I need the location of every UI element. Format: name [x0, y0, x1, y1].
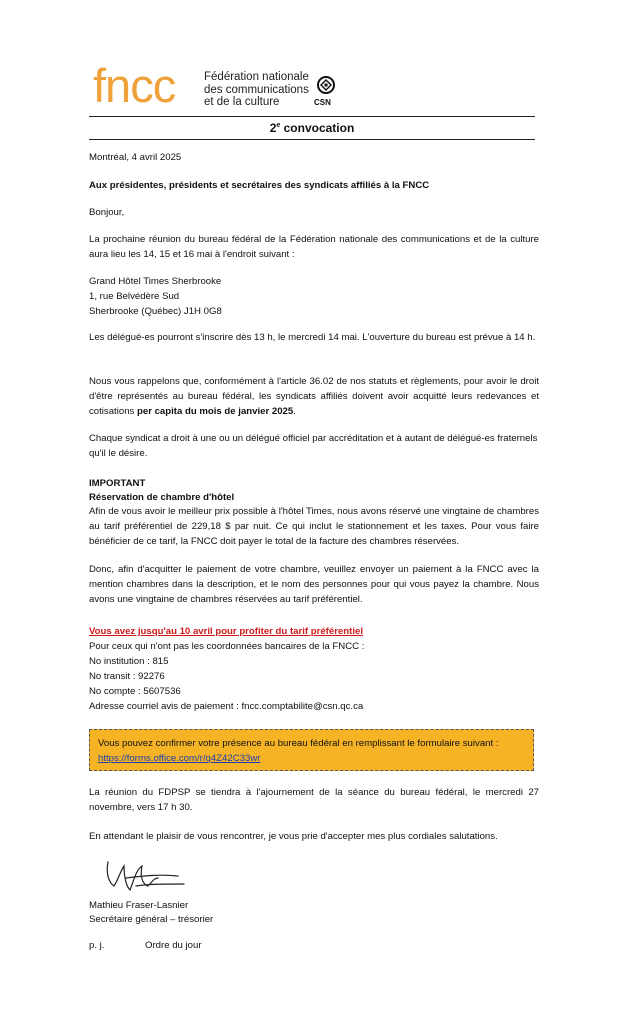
- pj-value: Ordre du jour: [145, 940, 202, 951]
- address-line-1: Grand Hôtel Times Sherbrooke: [89, 276, 222, 287]
- paragraph-payment: Donc, afin d'acquitter le paiement de votre chambre, veuillez envoyer un paiement à la FNCC avec la mention chambres dans la description, et le nom des personnes pour qui vous payez la chambre. Nous avons une vingtaine de chambres réservées au tarif préférentiel.: [89, 564, 539, 605]
- reminder-text: Nous vous rappelons que, conformément à l'article 36.02 de nos statuts et règlements, pour avoir le droit d'être représentés au bureau fédéral, les syndicats affiliés doivent avoir acquitté leurs redevances et cotisations: [89, 376, 539, 417]
- address-line-2: 1, rue Belvédère Sud: [89, 291, 180, 302]
- reminder-bold: per capita du mois de janvier 2025: [137, 406, 294, 417]
- address-line-3: Sherbrooke (Québec) J1H 0G8: [89, 306, 222, 317]
- federation-name: [204, 71, 309, 109]
- bank-line-intro: Pour ceux qui n'ont pas les coordonnées bancaires de la FNCC :: [89, 641, 365, 652]
- hotel-address: [89, 274, 539, 319]
- paragraph-delegates: Chaque syndicat a droit à une ou un délégué officiel par accréditation et à autant de délégué-es fraternels qu'il le désire.: [89, 433, 538, 459]
- federation-line-1: Fédération nationale: [204, 71, 309, 83]
- paragraph-registration: Les délégué-es pourront s'inscrire dès 13 h, le mercredi 14 mai. L'ouverture du bureau est prévue à 14 h.: [89, 332, 536, 343]
- paragraph-intro: La prochaine réunion du bureau fédéral de la Fédération nationale des communications et de la culture aura lieu les 14, 15 et 16 mai à l'endroit suivant :: [89, 234, 539, 260]
- csn-label: CSN: [314, 98, 331, 107]
- important-heading: IMPORTANT: [89, 478, 146, 489]
- bank-line-institution: No institution : 815: [89, 656, 169, 667]
- letter-date: Montréal, 4 avril 2025: [89, 152, 182, 163]
- signature-image: [96, 856, 192, 898]
- signatory-name: Mathieu Fraser-Lasnier: [89, 900, 189, 911]
- pj-label: p. j.: [89, 940, 105, 951]
- signatory-title: Secrétaire général – trésorier: [89, 914, 214, 925]
- reminder-end: .: [293, 406, 296, 417]
- bank-line-transit: No transit : 92276: [89, 671, 165, 682]
- page-title: 2e convocation: [269, 121, 355, 135]
- closing-salutation: En attendant le plaisir de vous rencontrer, je vous prie d'accepter mes plus cordiales salutations.: [89, 831, 498, 842]
- federation-line-2: des communications: [204, 83, 309, 96]
- bank-line-email: Adresse courriel avis de paiement : fncc.comptabilite@csn.qc.ca: [89, 701, 364, 712]
- deadline-notice: Vous avez jusqu'au 10 avril pour profiter du tarif préférentiel: [89, 626, 363, 637]
- paragraph-reminder: [89, 374, 539, 419]
- header-rule-top: [89, 116, 535, 117]
- bank-details: [89, 639, 539, 714]
- confirmation-text: Vous pouvez confirmer votre présence au bureau fédéral en remplissant le formulaire suivant :: [98, 738, 499, 749]
- paragraph-hotel: Afin de vous avoir le meilleur prix possible à l'hôtel Times, nous avons réservé une vingtaine de chambres au tarif préférentiel de 229,18 $ par nuit. Ce qui inclut le stationnement et les taxes. Pour vous faire bénéficier de ce tarif, la FNCC doit payer le total de la facture des chambres réservées.: [89, 506, 539, 547]
- letter-recipients: Aux présidentes, présidents et secrétaires des syndicats affiliés à la FNCC: [89, 180, 430, 191]
- fncc-logo: fncc: [93, 59, 176, 112]
- hotel-heading: Réservation de chambre d'hôtel: [89, 492, 235, 503]
- confirmation-box: [89, 729, 534, 771]
- federation-line-3: et de la culture: [204, 96, 280, 108]
- header-rule-bottom: [89, 139, 535, 140]
- bank-line-account: No compte : 5607536: [89, 686, 181, 697]
- letter-greeting: Bonjour,: [89, 207, 125, 218]
- paragraph-fdpsp: La réunion du FDPSP se tiendra à l'ajournement de la séance du bureau fédéral, le mercredi 27 novembre, vers 17 h 30.: [89, 787, 539, 813]
- confirmation-form-link[interactable]: https://forms.office.com/r/q4Z42C33wr: [98, 753, 261, 764]
